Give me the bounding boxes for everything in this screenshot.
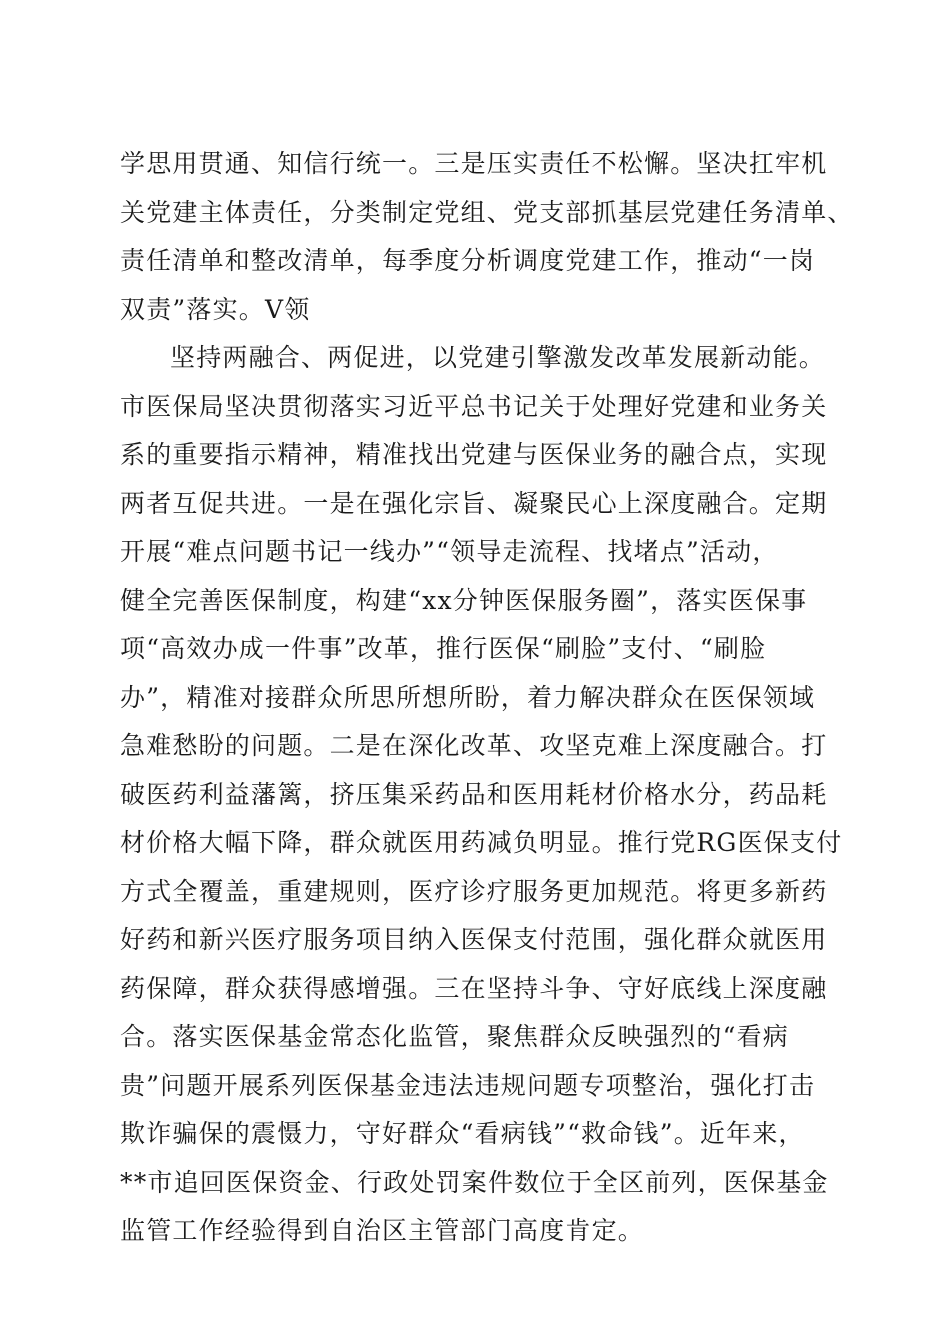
text-line: 关党建主体责任，分类制定党组、党支部抓基层党建任务清单、 (120, 197, 854, 227)
document-body (120, 140, 854, 1256)
text-line: 好药和新兴医疗服务项目纳入医保支付范围，强化群众就医用 (120, 925, 828, 954)
text-line: 贵”问题开展系列医保基金违法违规问题专项整治，强化打击 (120, 1070, 816, 1100)
text-line: 责任清单和整改清单，每季度分析调度党建工作，推动“一岗 (120, 246, 816, 275)
paragraph-1 (120, 140, 854, 334)
text-line: 欺诈骗保的震慑力，守好群众“看病钱”“救命钱”。近年来， (120, 1119, 805, 1148)
text-line: 学思用贯通、知信行统一。三是压实责任不松懈。坚决扛牢机 (120, 149, 828, 178)
text-line: 坚持两融合、两促进，以党建引擎激发改革发展新动能。 (170, 343, 826, 372)
text-line: 破医药利益藩篱，挤压集采药品和医用耗材价格水分，药品耗 (120, 779, 828, 809)
paragraph-2 (120, 334, 843, 1256)
text-line: 材价格大幅下降，群众就医用药减负明显。推行党RG医保支付 (120, 828, 843, 857)
text-line: **市追回医保资金、行政处罚案件数位于全区前列，医保基金 (120, 1167, 829, 1197)
text-line: 健全完善医保制度，构建“xx分钟医保服务圈”，落实医保事 (120, 585, 808, 615)
text-line: 市医保局坚决贯彻落实习近平总书记关于处理好党建和业务关 (120, 391, 828, 421)
text-line: 方式全覆盖，重建规则，医疗诊疗服务更加规范。将更多新药 (120, 876, 828, 906)
text-line: 药保障，群众获得感增强。三在坚持斗争、守好底线上深度融 (120, 973, 828, 1003)
text-line: 急难愁盼的问题。二是在深化改革、攻坚克难上深度融合。打 (120, 731, 828, 760)
text-line: 开展“难点问题书记一线办”“领导走流程、找堵点”活动， (120, 537, 779, 566)
text-line: 监管工作经验得到自治区主管部门高度肯定。 (120, 1216, 645, 1245)
text-line: 合。落实医保基金常态化监管，聚焦群众反映强烈的“看病 (120, 1022, 789, 1051)
text-line: 双责”落实。V领 (120, 294, 311, 324)
text-line: 项“高效办成一件事”改革，推行医保“刷脸”支付、“刷脸 (120, 634, 767, 663)
text-line: 两者互促共进。一是在强化宗旨、凝聚民心上深度融合。定期 (120, 488, 828, 518)
text-line: 系的重要指示精神，精准找出党建与医保业务的融合点，实现 (120, 440, 828, 469)
text-line: 办”，精准对接群众所思所想所盼，着力解决群众在医保领域 (120, 682, 816, 712)
